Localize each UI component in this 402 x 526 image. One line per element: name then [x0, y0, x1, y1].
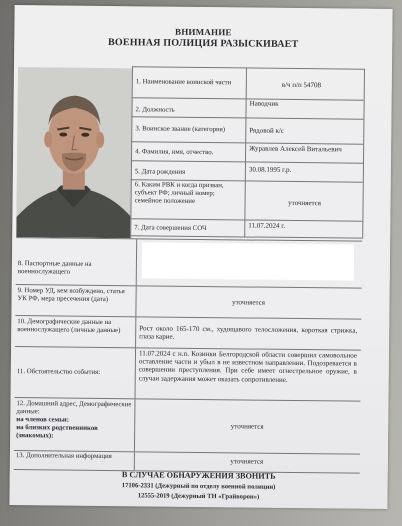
row-value: Рядовой к/с — [249, 126, 284, 135]
footer-phone-2: 12555-2019 (Дежурный ТН «Грайворон») — [137, 492, 260, 501]
row-value: 11.07.2024 г. — [248, 221, 286, 230]
row-value: уточняется — [232, 298, 265, 307]
row-label: 3. Воинское звание (категория) — [135, 125, 226, 134]
table-row — [131, 142, 363, 163]
table-row — [131, 161, 363, 182]
table-row — [132, 67, 364, 100]
row-value: уточняется — [230, 457, 264, 466]
row-label: 5. Дата рождения — [134, 168, 186, 176]
upper-info-table — [132, 66, 364, 233]
relatives-label: на близких родственников (знакомых): — [16, 424, 98, 440]
table-row — [130, 180, 362, 221]
wanted-notice-sheet — [9, 5, 392, 509]
redacted-passport-box — [142, 242, 354, 280]
row-value: в/ч п/п 54708 — [281, 80, 322, 90]
row-value: уточняется — [288, 198, 322, 208]
table-row — [15, 285, 361, 320]
row-label: 1. Наименование воинской части — [135, 78, 232, 87]
row-value: Рост около 165-170 см., худощавого телосложения, короткая стрижка, глаза карие. — [139, 324, 358, 341]
notice-heading: ВНИМАНИЕ — [174, 26, 232, 38]
row-value: 30.08.1995 г.р. — [248, 165, 292, 174]
row-value: уточняется — [230, 422, 264, 431]
row-label: 4. Фамилия, имя, отчество. — [135, 148, 214, 157]
table-row — [15, 347, 362, 402]
row-label: 9. Номер УД, кем возбуждено, статья УК РФ, мера пресечения (дата) — [17, 287, 125, 304]
table-row — [14, 398, 361, 455]
row-label: 11. Обстоятельство события: — [16, 368, 101, 376]
table-row — [131, 98, 363, 119]
table-row — [131, 117, 363, 144]
footer-call-heading: В СЛУЧАЕ ОБНАРУЖЕНИЯ ЗВОНИТЬ — [121, 470, 276, 481]
row-label: 8. Паспортные данные на военнослужащего — [17, 260, 92, 276]
row-label — [16, 400, 134, 441]
row-label: 6. Каким РВК и когда призван, субъект РФ; личный номер; семейное положение — [134, 181, 224, 205]
row-label: 7. Дата совершения СОЧ — [134, 224, 207, 233]
table-row — [16, 238, 362, 289]
footer-phone-1: 17106-2331 (Дежурный по отделу военной полиции) — [121, 482, 276, 491]
row-value: Журавлев Алексей Витальевич — [249, 144, 342, 154]
portrait-drawing — [16, 67, 132, 238]
row-value: 11.07.2024 с н.п. Козинки Белгородской области совершил самовольное оставление части и убыл в не известном направлении. Подозревается в совершении преступления. При себе имеет огнестрельное оружие, в случаи задержания может оказать сопротивление. — [138, 349, 358, 384]
family-label: на членов семьи: — [16, 416, 70, 424]
row-value: Наводчик — [249, 99, 279, 108]
table-row — [15, 316, 361, 351]
suspect-photo — [16, 67, 132, 238]
row-label: 10. Демографические данные на военнослужащего (личные данные) — [17, 318, 121, 335]
row-label: 13. Дополнительная информация — [15, 452, 112, 461]
address-label: 12. Домашний адрес, Демографические данные: — [16, 400, 132, 416]
notice-subheading: ВОЕННАЯ ПОЛИЦИЯ РАЗЫСКИВАЕТ — [108, 37, 299, 51]
row-label: 2. Должность — [135, 106, 175, 114]
table-row — [130, 219, 362, 238]
